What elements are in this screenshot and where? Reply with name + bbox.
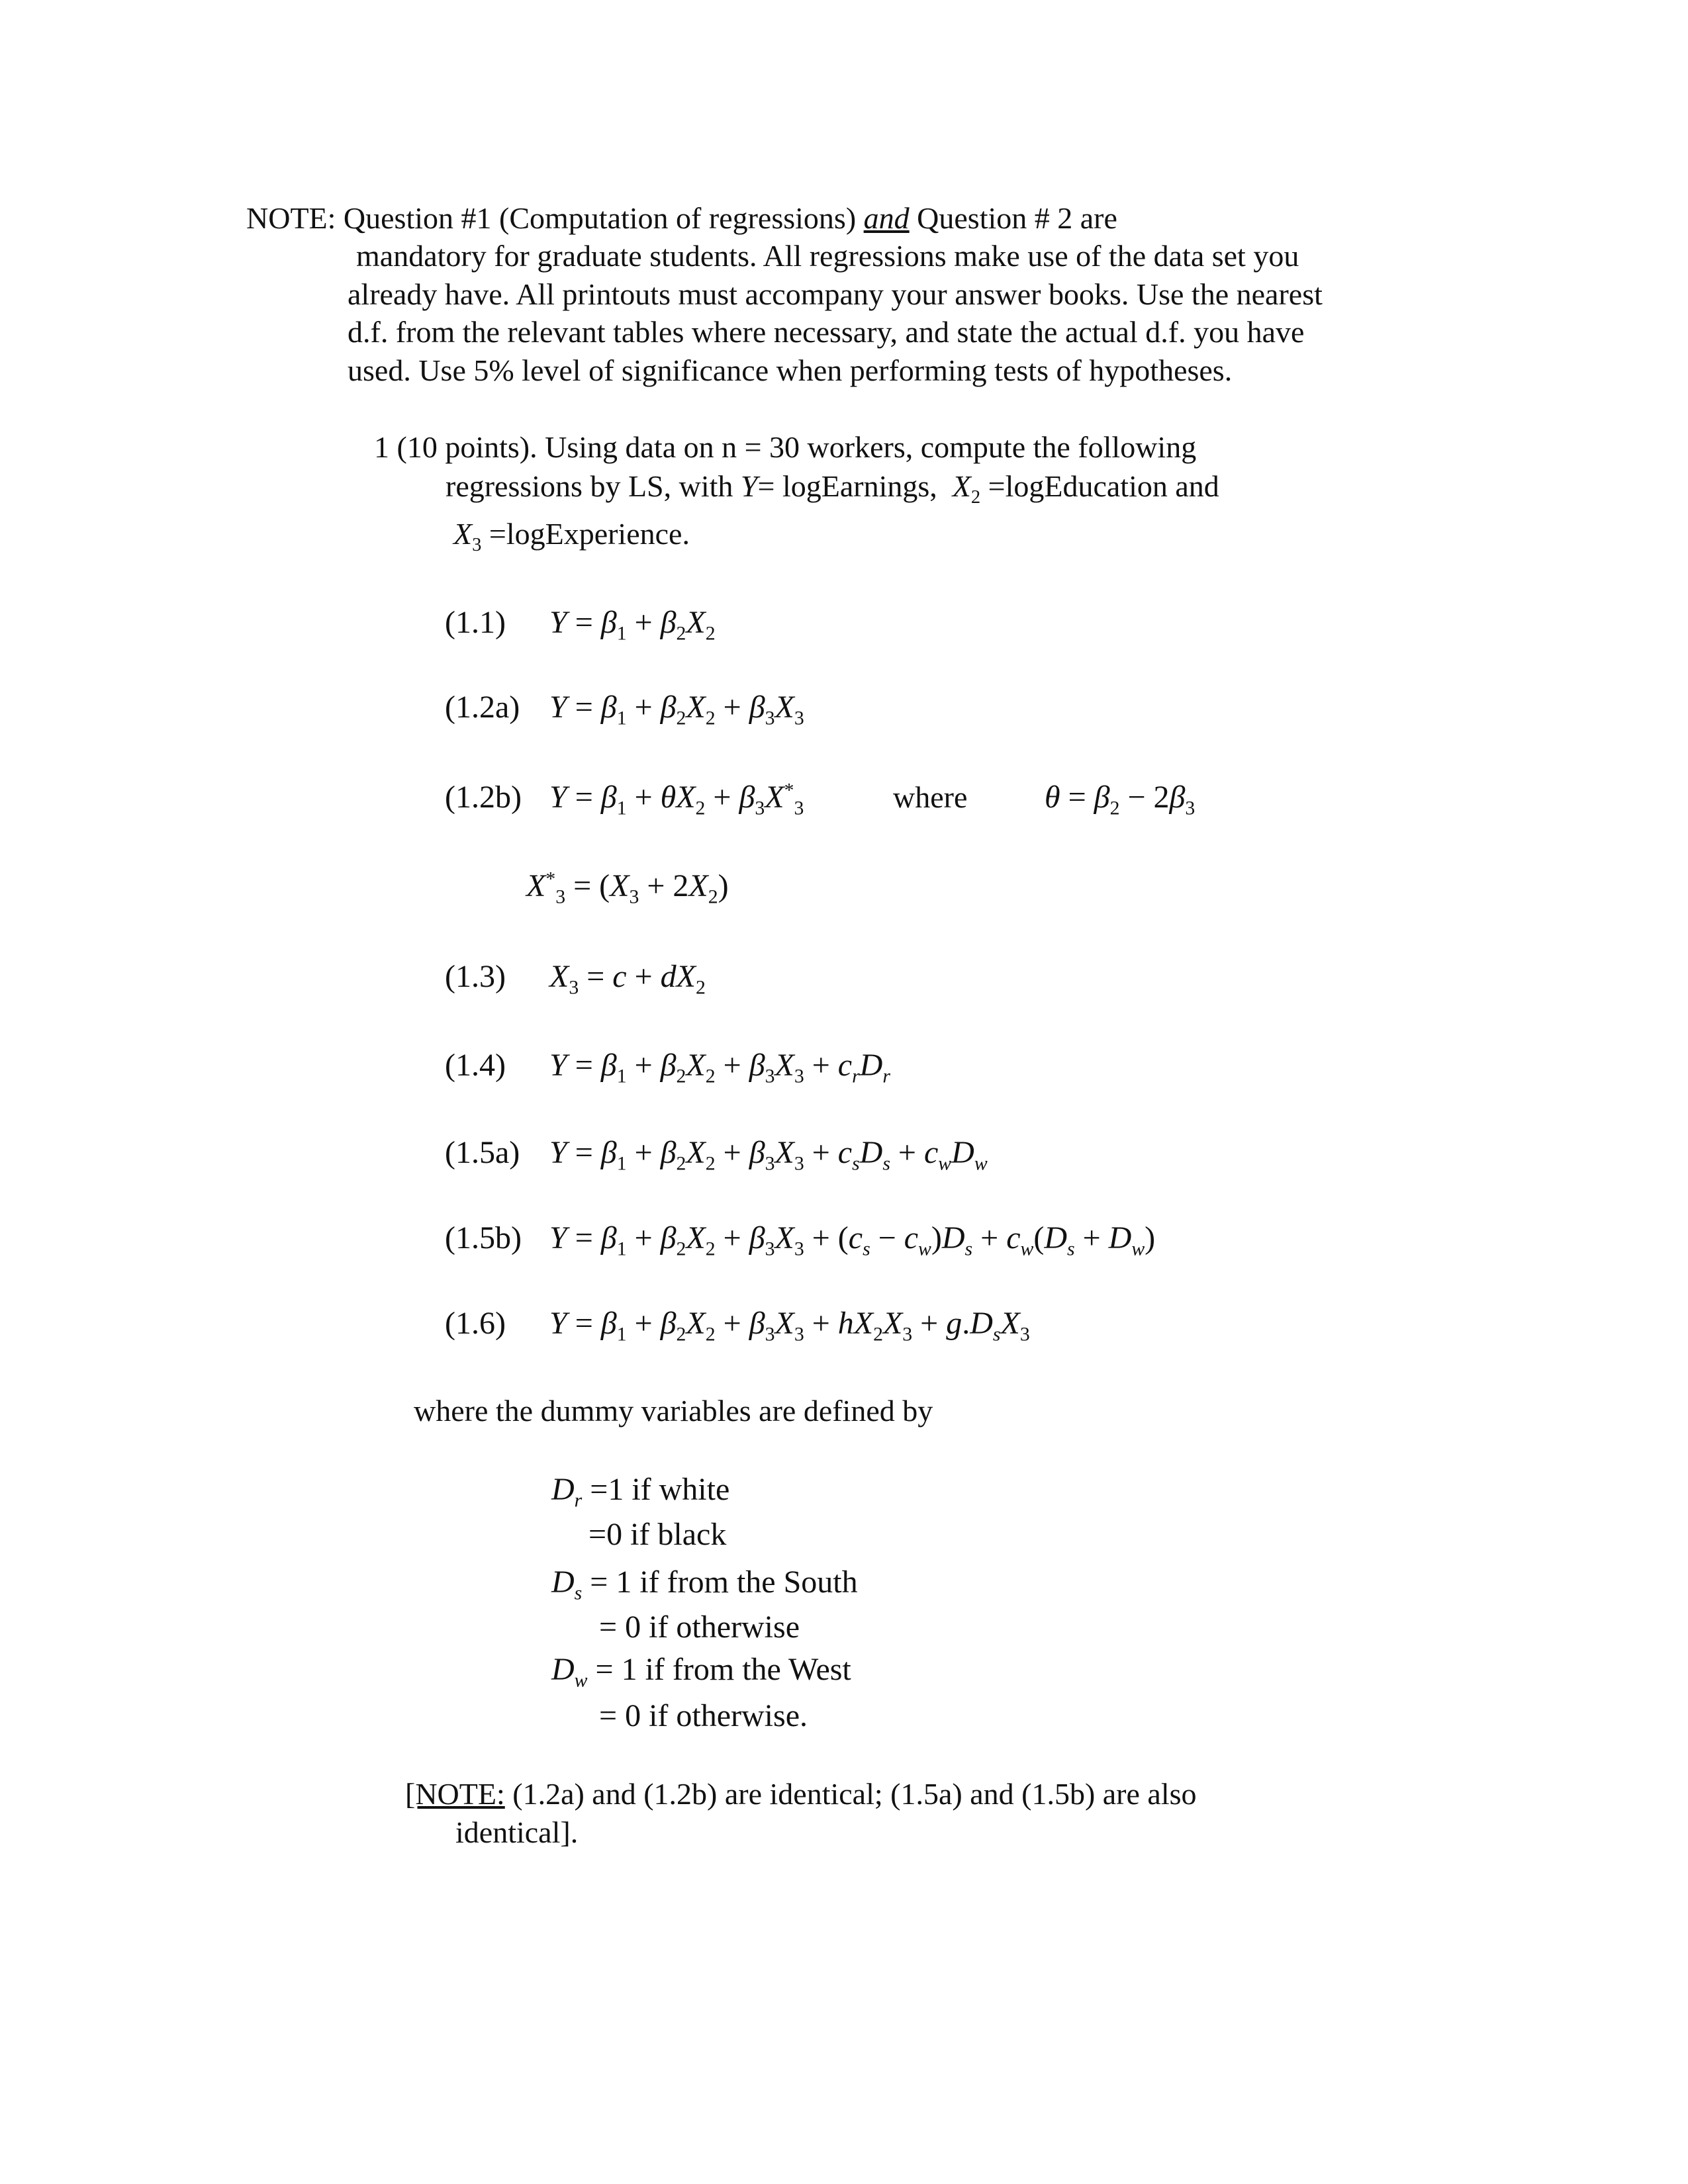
eq-1-2b-label: (1.2b) xyxy=(445,780,522,815)
closing-note-label: [NOTE: xyxy=(405,1777,505,1811)
q1-intro-2b: = logEarnings, xyxy=(757,469,937,503)
eq-1-5a-label: (1.5a) xyxy=(445,1135,520,1170)
equation-1-3: (1.3) $X_3 = c + dX_2$ xyxy=(445,959,706,999)
dummy-ds-0: = 0 if otherwise xyxy=(599,1610,800,1645)
note-and: and xyxy=(863,201,910,235)
eq-theta-definition: $\theta = \beta_2 - 2\beta_3$ xyxy=(1045,780,1196,819)
dummy-dr-1-text: =1 if white xyxy=(590,1472,730,1507)
note-label: NOTE: xyxy=(246,201,336,235)
equation-1-4: (1.4) $Y = \beta_1 + \beta_2X_2 + \beta_3X_3 + c_rD_r$ xyxy=(445,1048,890,1087)
dummy-dw-1-text: = 1 if from the West xyxy=(595,1652,851,1687)
equation-x3-star: $X^*_3 = (X_3 + 2X_2)$ xyxy=(526,868,729,908)
closing-note-rest: (1.2a) and (1.2b) are identical; (1.5a) and (1.5b) are also xyxy=(512,1777,1197,1811)
eq-1-2a-label: (1.2a) xyxy=(445,690,520,725)
eq-1-3-label: (1.3) xyxy=(445,959,506,994)
equation-1-2b: (1.2b) $Y = \beta_1 + \theta X_2 + \beta_3X^*_3$ xyxy=(445,779,804,819)
equation-1-6: (1.6) $Y = \beta_1 + \beta_2X_2 + \beta_3X_3 + hX_2X_3 + g.D_sX_3$ xyxy=(445,1306,1030,1345)
eq-1-2b-where: where xyxy=(893,780,968,814)
dummy-ds-1-text: = 1 if from the South xyxy=(590,1565,858,1600)
note-q1: Question #1 (Computation of regressions) xyxy=(343,201,857,235)
closing-note-line-1 xyxy=(405,1775,1197,1813)
dummy-dw-0: = 0 if otherwise. xyxy=(599,1698,808,1733)
note-line-2: mandatory for graduate students. All regressions make use of the data set you xyxy=(356,239,1299,273)
equation-1-2a: (1.2a) $Y = \beta_1 + \beta_2X_2 + \beta_3X_3$ xyxy=(445,690,804,729)
q1-intro-line-1: 1 (10 points). Using data on n = 30 workers, compute the following xyxy=(374,430,1197,464)
equation-1-5a: (1.5a) $Y = \beta_1 + \beta_2X_2 + \beta_3X_3 + c_sD_s + c_wD_w$ xyxy=(445,1135,988,1175)
dummy-intro: where the dummy variables are defined by xyxy=(414,1394,933,1428)
note-line-4: d.f. from the relevant tables where necessary, and state the actual d.f. you have xyxy=(348,315,1305,349)
dummy-dr-0: =0 if black xyxy=(588,1517,727,1552)
q1-intro-2c: =logEducation and xyxy=(988,469,1219,503)
note-line-1 xyxy=(246,199,1117,238)
equation-1-1: (1.1) $Y = \beta_1 + \beta_2X_2$ xyxy=(445,605,716,645)
q1-intro-line-3: $X_3$ =logExperience. xyxy=(453,517,690,555)
q1-intro-3: =logExperience. xyxy=(489,517,690,551)
q1-intro-line-2: regressions by LS, with Y= logEarnings, $X_2$ =logEducation and xyxy=(445,469,1219,508)
equation-1-5b: (1.5b) $Y = \beta_1 + \beta_2X_2 + \beta_3X_3 + (c_s - c_w)D_s + c_w(D_s + D_w)$ xyxy=(445,1220,1156,1260)
eq-1-1-label: (1.1) xyxy=(445,605,506,640)
dummy-dr-1: $D_r =1$ if white xyxy=(551,1472,730,1512)
closing-note-line-2: identical]. xyxy=(455,1815,579,1849)
dummy-dw-1: $D_w = 1$ if from the West xyxy=(551,1652,851,1692)
note-line-3: already have. All printouts must accompany your answer books. Use the nearest xyxy=(348,277,1323,311)
note-line-5: used. Use 5% level of significance when performing tests of hypotheses. xyxy=(348,353,1233,387)
eq-1-5b-label: (1.5b) xyxy=(445,1220,522,1255)
q1-intro-2a: regressions by LS, with xyxy=(445,469,733,503)
eq-1-4-label: (1.4) xyxy=(445,1048,506,1083)
note-q2: Question # 2 are xyxy=(917,201,1117,235)
eq-1-6-label: (1.6) xyxy=(445,1306,506,1341)
dummy-ds-1: $D_s = 1$ if from the South xyxy=(551,1565,858,1604)
